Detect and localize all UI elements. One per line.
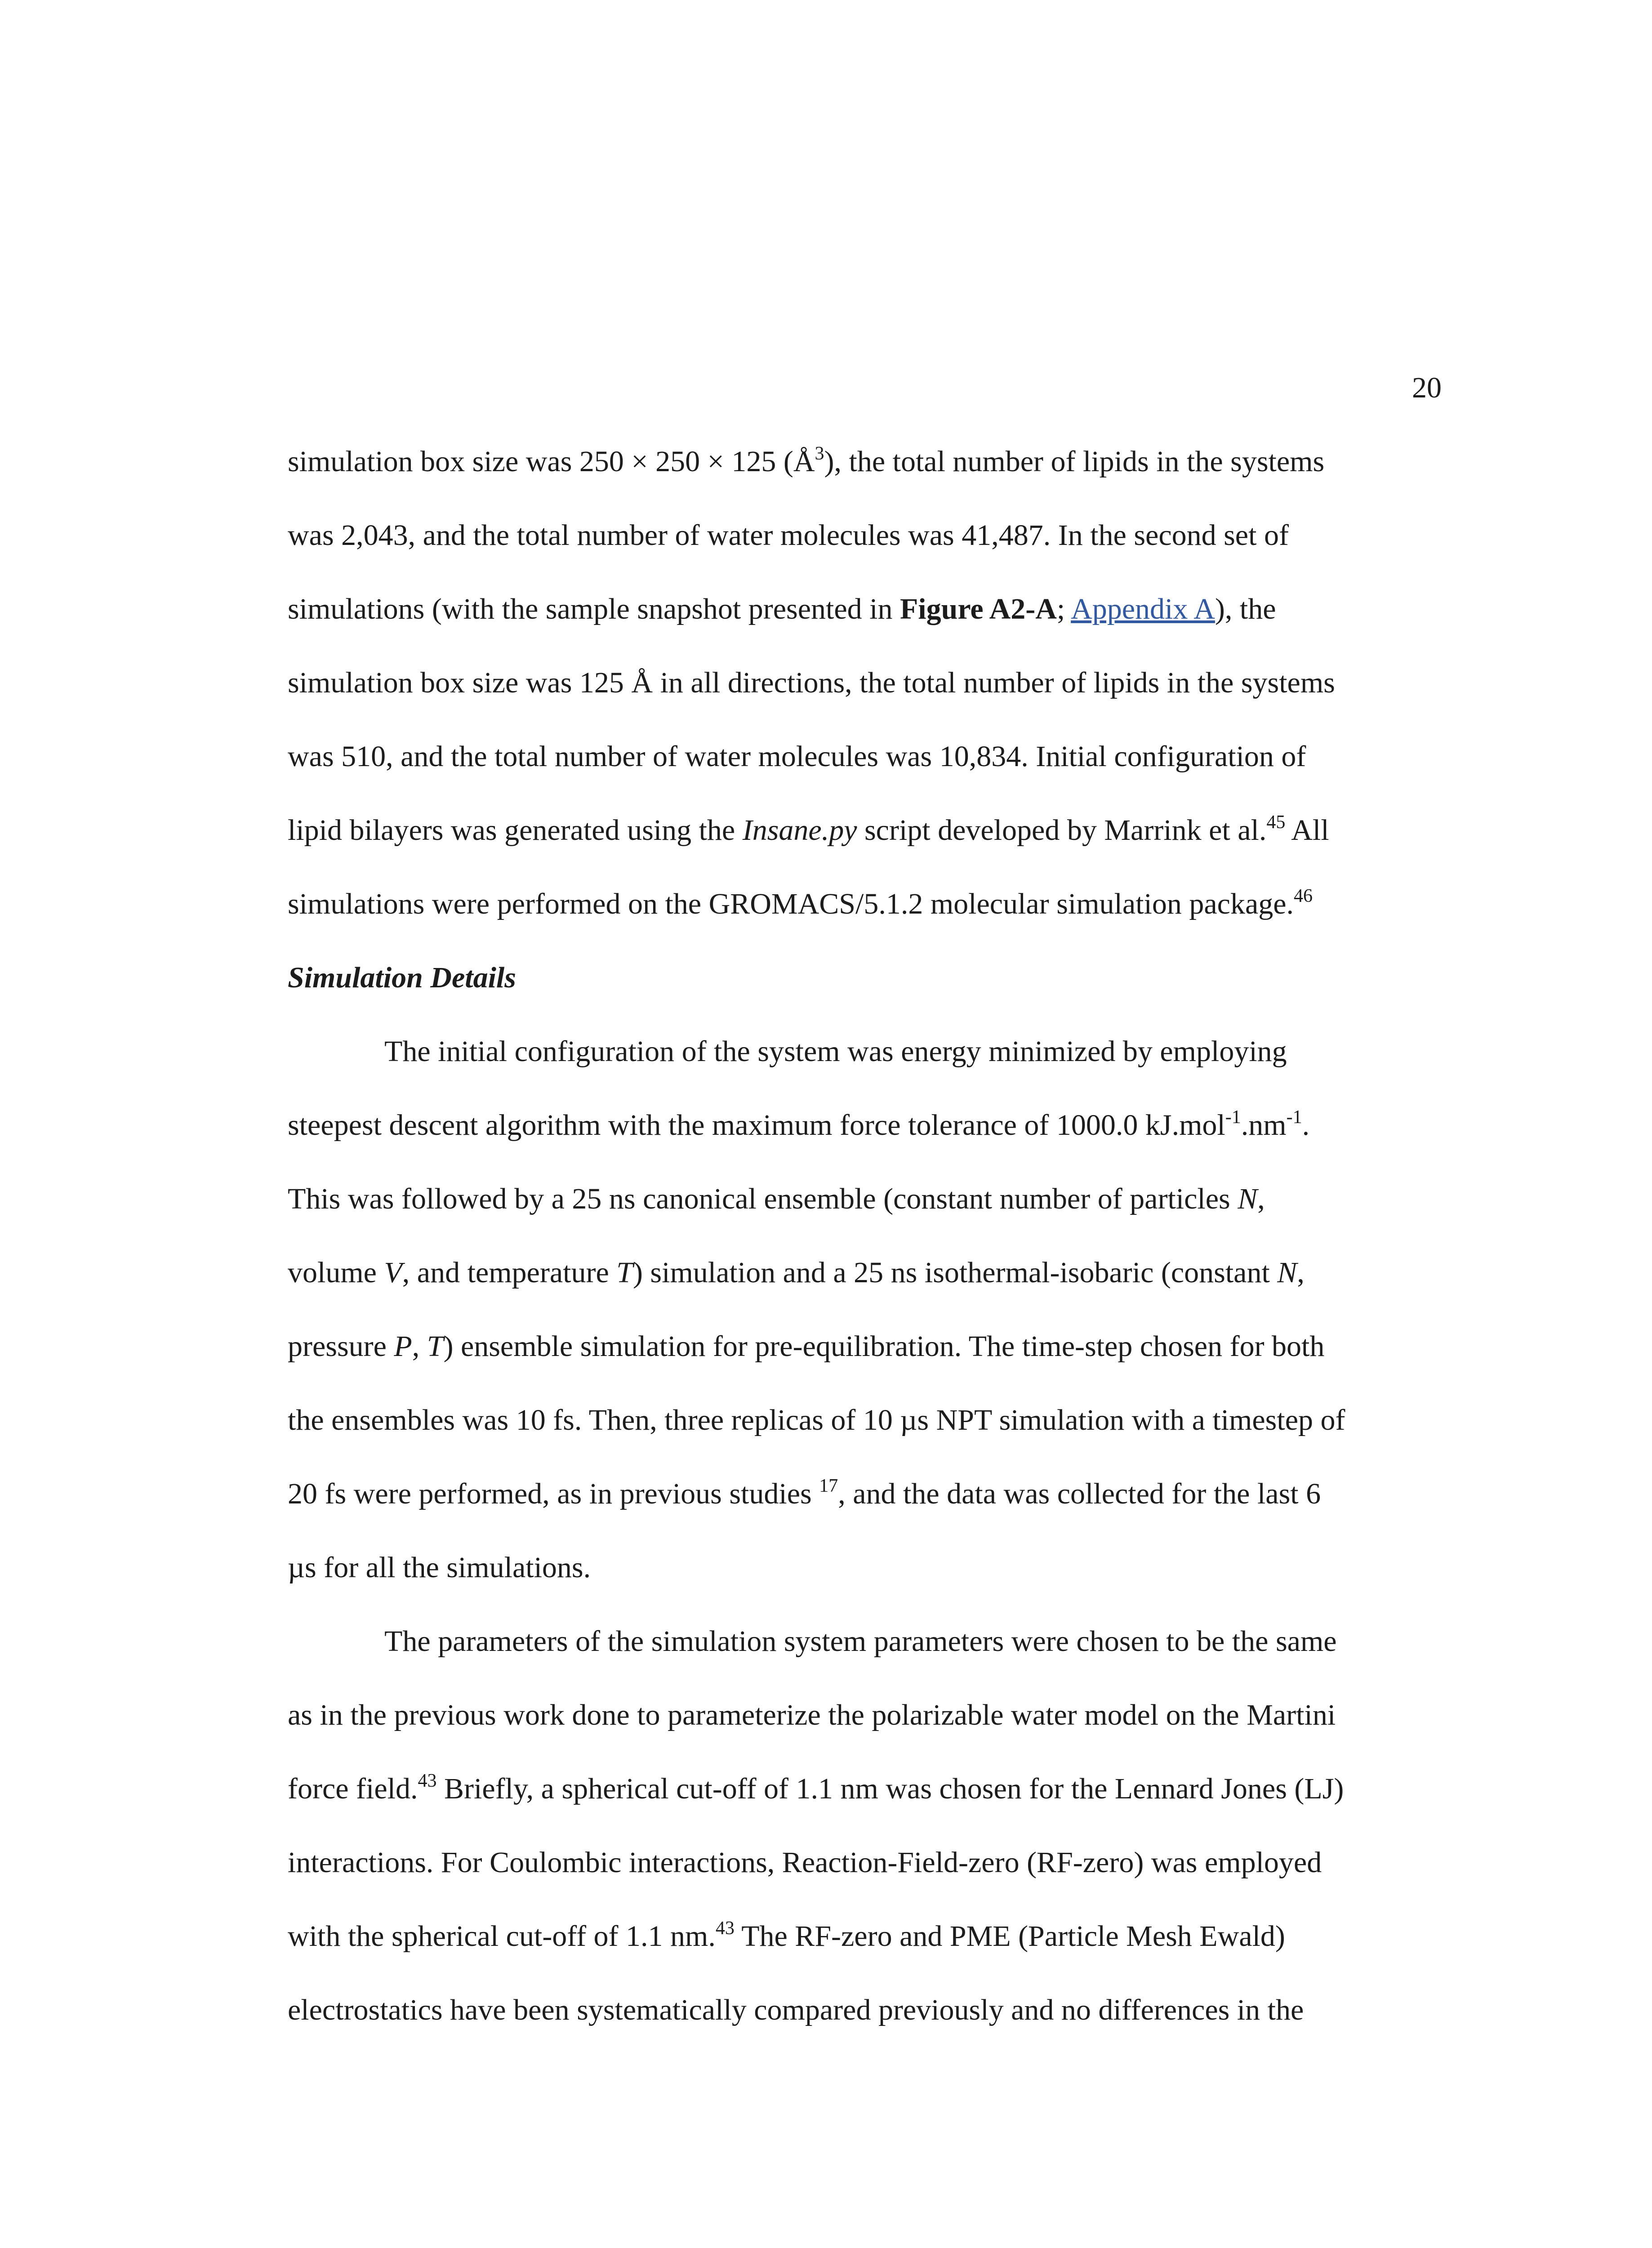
appendix-link[interactable]: Appendix A bbox=[1071, 593, 1215, 625]
text-line: simulations were performed on the GROMACS/5.1.2 molecular simulation package.$^{46}$ bbox=[288, 886, 1313, 920]
citation: 43 bbox=[715, 1918, 735, 1939]
figure-reference: Figure A2-A bbox=[899, 593, 1057, 625]
citation: 17 bbox=[819, 1476, 838, 1496]
text-line: simulation box size was 125 Å in all directions, the total number of lipids in the systems bbox=[288, 666, 1335, 699]
text-line: The initial configuration of the system was energy minimized by employing bbox=[384, 1035, 1287, 1068]
page-number: 20 bbox=[1412, 371, 1442, 404]
text-line: was 2,043, and the total number of water molecules was 41,487. In the second set of bbox=[288, 519, 1289, 552]
text-line: pressure P, T) ensemble simulation for pre-equilibration. The time-step chosen for both bbox=[288, 1330, 1325, 1363]
text-line: the ensembles was 10 fs. Then, three replicas of 10 µs NPT simulation with a timestep of bbox=[288, 1404, 1345, 1436]
text-line: electrostatics have been systematically compared previously and no differences in the bbox=[288, 1994, 1304, 2026]
text-line: simulations (with the sample snapshot presented in Figure A2-A; Appendix A), the bbox=[288, 593, 1276, 625]
text-line: volume V, and temperature T) simulation and a 25 ns isothermal-isobaric (constant N, bbox=[288, 1256, 1305, 1289]
text-line: µs for all the simulations. bbox=[288, 1551, 591, 1584]
citation: 43 bbox=[418, 1771, 437, 1791]
text-line: force field.$^{43}$ Briefly, a spherical cut-off of 1.1 nm was chosen for the Lennard Jones (LJ) bbox=[288, 1771, 1344, 1805]
text-line: 20 fs were performed, as in previous studies $^{17}$, and the data was collected for the last 6 bbox=[288, 1476, 1321, 1510]
text-line: This was followed by a 25 ns canonical ensemble (constant number of particles N, bbox=[288, 1182, 1265, 1215]
text-line: simulation box size was 250 × 250 × 125 $(Å^3)$, the total number of lipids in the systems bbox=[288, 443, 1325, 478]
script-name: Insane.py bbox=[742, 814, 857, 847]
text-line: lipid bilayers was generated using the Insane.py script developed by Marrink et al.$^{45}$ All bbox=[288, 812, 1329, 847]
section-heading: Simulation Details bbox=[288, 961, 516, 994]
text-line: as in the previous work done to parameterize the polarizable water model on the Martini bbox=[288, 1699, 1336, 1731]
citation: 46 bbox=[1294, 886, 1313, 906]
text-line: with the spherical cut-off of 1.1 nm.$^{43}$ The RF-zero and PME (Particle Mesh Ewald) bbox=[288, 1918, 1285, 1953]
text-line: was 510, and the total number of water molecules was 10,834. Initial configuration of bbox=[288, 740, 1306, 773]
citation: 45 bbox=[1266, 812, 1286, 833]
text-line: The parameters of the simulation system parameters were chosen to be the same bbox=[384, 1625, 1337, 1658]
text-line: interactions. For Coulombic interactions, Reaction-Field-zero (RF-zero) was employed bbox=[288, 1846, 1322, 1879]
text-line: steepest descent algorithm with the maximum force tolerance of 1000.0 $kJ.mol^{-1}.nm^{-1}$. bbox=[288, 1107, 1310, 1142]
